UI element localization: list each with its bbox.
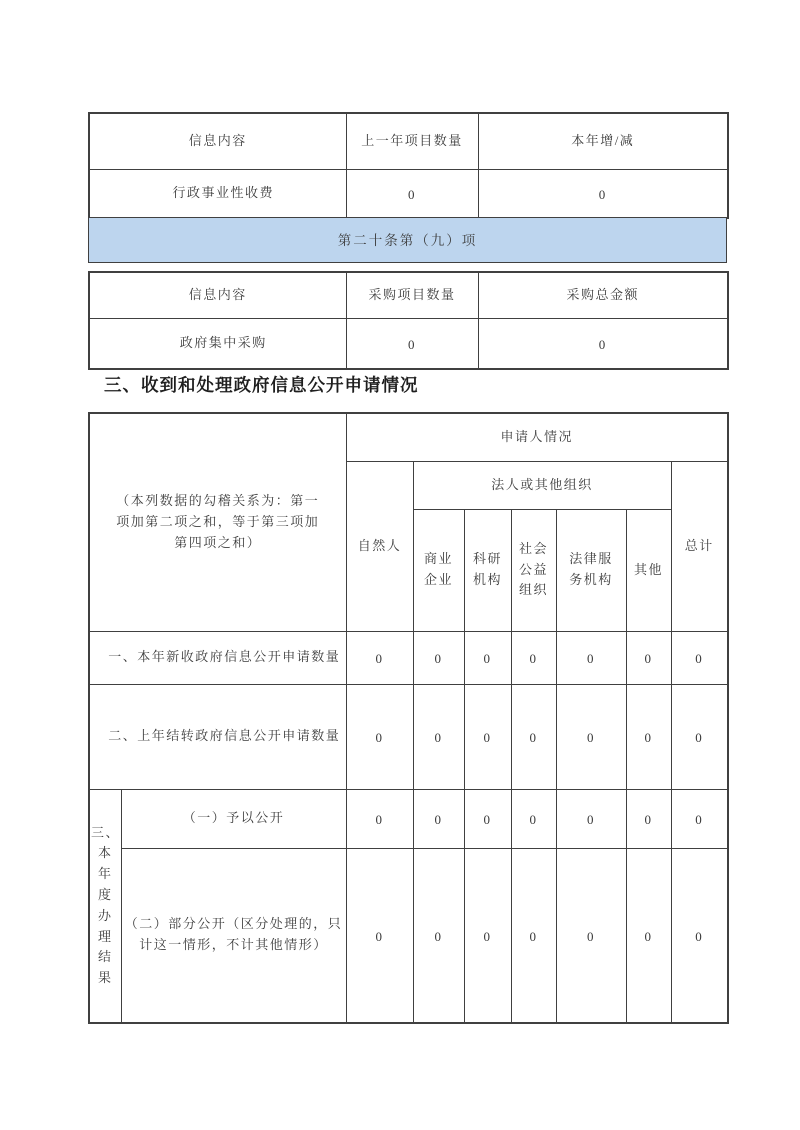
value-cell: 0 <box>346 684 413 789</box>
fees-header-content: 信息内容 <box>89 113 346 169</box>
result-group-label: 三、本年度办理结果 <box>89 789 121 1023</box>
value-cell: 0 <box>478 169 728 218</box>
value-cell: 0 <box>346 169 478 218</box>
procurement-header-count: 采购项目数量 <box>346 272 478 318</box>
value-cell: 0 <box>464 848 511 1023</box>
section-heading: 三、收到和处理政府信息公开申请情况 <box>104 375 419 395</box>
value-cell: 0 <box>464 789 511 848</box>
requests-table <box>88 412 729 1024</box>
value-cell: 0 <box>626 684 671 789</box>
table-row <box>89 848 728 1023</box>
value-cell: 0 <box>464 631 511 684</box>
header-natural-person: 自然人 <box>346 461 413 631</box>
value-cell: 0 <box>511 631 556 684</box>
value-cell: 0 <box>626 631 671 684</box>
reconciliation-note: （本列数据的勾稽关系为：第一项加第二项之和，等于第三项加第四项之和） <box>89 413 346 631</box>
value-cell: 0 <box>346 318 478 369</box>
value-cell: 0 <box>413 848 464 1023</box>
value-cell: 0 <box>346 631 413 684</box>
procurement-row-label: 政府集中采购 <box>89 318 346 369</box>
value-cell: 0 <box>671 789 728 848</box>
fees-row-label: 行政事业性收费 <box>89 169 346 218</box>
row-granted-label: （一）予以公开 <box>121 789 346 848</box>
value-cell: 0 <box>478 318 728 369</box>
row-new-requests-label: 一、本年新收政府信息公开申请数量 <box>89 631 346 684</box>
procurement-header-amount: 采购总金额 <box>478 272 728 318</box>
row-carryover-requests-label: 二、上年结转政府信息公开申请数量 <box>89 684 346 789</box>
table-row <box>89 631 728 684</box>
value-cell: 0 <box>671 684 728 789</box>
value-cell: 0 <box>346 848 413 1023</box>
value-cell: 0 <box>413 684 464 789</box>
value-cell: 0 <box>671 848 728 1023</box>
value-cell: 0 <box>346 789 413 848</box>
value-cell: 0 <box>464 684 511 789</box>
header-commercial-enterprise: 商业企业 <box>413 509 464 631</box>
row-partially-granted-label: （二）部分公开（区分处理的，只计这一情形，不计其他情形） <box>121 848 346 1023</box>
value-cell: 0 <box>413 631 464 684</box>
procurement-header-content: 信息内容 <box>89 272 346 318</box>
value-cell: 0 <box>511 789 556 848</box>
header-research-institution: 科研机构 <box>464 509 511 631</box>
header-legal-service-org: 法律服务机构 <box>556 509 626 631</box>
article-20-item-9-banner: 第二十条第（九）项 <box>88 217 727 263</box>
header-applicant-situation: 申请人情况 <box>346 413 728 461</box>
value-cell: 0 <box>626 848 671 1023</box>
value-cell: 0 <box>626 789 671 848</box>
header-legal-or-other-org: 法人或其他组织 <box>413 461 671 509</box>
table-row <box>89 684 728 789</box>
value-cell: 0 <box>511 684 556 789</box>
value-cell: 0 <box>556 848 626 1023</box>
header-other: 其他 <box>626 509 671 631</box>
procurement-table <box>88 271 729 370</box>
table-row <box>89 169 728 218</box>
value-cell: 0 <box>556 684 626 789</box>
table-row <box>89 318 728 369</box>
value-cell: 0 <box>556 789 626 848</box>
value-cell: 0 <box>556 631 626 684</box>
fees-header-prev-year-count: 上一年项目数量 <box>346 113 478 169</box>
value-cell: 0 <box>511 848 556 1023</box>
fees-table <box>88 112 729 219</box>
header-social-public-org: 社会公益组织 <box>511 509 556 631</box>
fees-header-change: 本年增/减 <box>478 113 728 169</box>
header-total: 总计 <box>671 461 728 631</box>
table-row <box>89 789 728 848</box>
value-cell: 0 <box>671 631 728 684</box>
value-cell: 0 <box>413 789 464 848</box>
